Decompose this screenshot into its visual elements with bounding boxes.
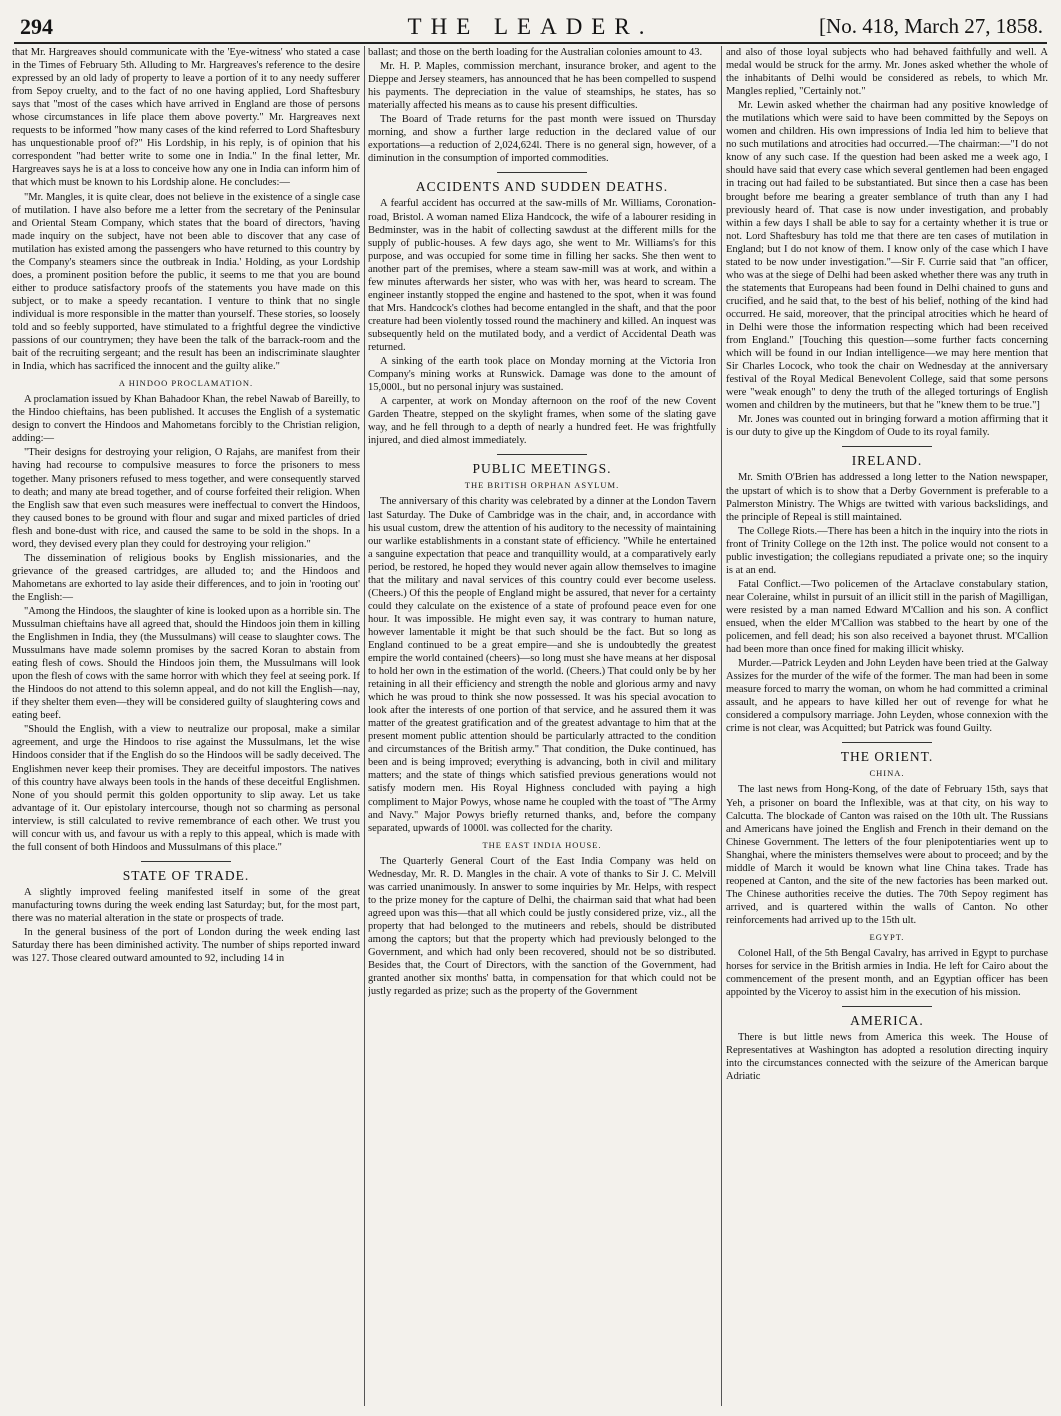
subheading-egypt: EGYPT.	[869, 932, 905, 942]
newspaper-title: THE LEADER.	[407, 14, 654, 39]
paragraph: Mr. Smith O'Brien has addressed a long letter to the Nation newspaper, the upstart of which is to show that a Derby Government is preferable to a Palmerston Ministry. The Whigs are twitted with various backslidings, and the principle of Repeal is still maintained.	[726, 472, 1048, 523]
paragraph: There is but little news from America this week. The House of Representatives at Washington has adopted a resolution directing inquiry into the circumstances connected with the seizure of the American barque Adriatic	[726, 1032, 1048, 1083]
subheading-british-orphan-asylum: THE BRITISH ORPHAN ASYLUM.	[464, 480, 620, 491]
section-rule	[842, 742, 932, 743]
heading-accidents: ACCIDENTS AND SUDDEN DEATHS.	[415, 179, 669, 195]
paragraph: Fatal Conflict.—Two policemen of the Artaclave constabulary station, near Coleraine, whilst in pursuit of an illicit still in the parish of Magilligan, were resisted by a man named Edward M'Callion and his son. A conflict ensued, when the elder M'Callion was stabbed to the heart by one of the policemen, and fell dead; his son also received a bayonet thrust. M'Callion had been more than once fined for making illicit whisky.	[726, 578, 1048, 656]
paragraph: The Board of Trade returns for the past month were issued on Thursday morning, and show a further large reduction in the declared value of our exportations—a reduction of 2,024,624l. There is no general sign, however, of a diminution in the consumption of imported commodities.	[368, 114, 716, 165]
heading-state-of-trade: STATE OF TRADE.	[122, 867, 250, 883]
section-rule	[497, 454, 587, 455]
quote-paragraph: "Among the Hindoos, the slaughter of kine is looked upon as a horrible sin. The Mussulman chieftains have all agreed that, should the Hindoos join them in killing the Englishmen in India, they (the Mussulmans) will cease to slaughter cows. The Mussulmans have made solemn promises by the sacred Koran to abstain from eating flesh of cows. Should the Hindoos join them, the Mussulmans will look upon the flesh of cows with the same horror with which they feel at seeing pork. If the Hindoos do not attend to this solemn appeal, and do not kill the English—nay, if they shelter them even—they will be considered guilty of slaughtering cows and eating beef.	[12, 605, 360, 722]
paragraph: The anniversary of this charity was celebrated by a dinner at the London Tavern last Saturday. The Duke of Cambridge was in the chair, and, in accordance with his usual custom, drew the attention of his auditory to the necessity of maintaining our warlike establishments in a constant state of efficiency. "While he entertained a sanguine expectation that peace and tranquillity would, at a comparatively early period, be restored, he hoped they would never again allow themselves to imagine that the military and naval services of this country could ever become useless. (Cheers.) Of this the people of England might be assured, that never for a certainty could they calculate on the existence of a state of profound peace even for one hour. It was impossible. He might even say, it was contrary to human nature, however lamentable it might be that such should be the fact. But so long as England continued to be a great empire—and she is undoubtedly the greatest empire the world contained (cheers)—so long must she have means at her disposal to hold her own in the estimation of the world. (Cheers.) That could only be by her retaining in all their efficiency and strength the noble and glorious army and navy which he was proud to think she now possessed. It was his special avocation to look after the interests of one portion of that service, and he assured them it was matter of the greatest gratification and of the greatest advantage to him that at the present moment public attention should be particularly attracted to the condition and circumstances of the British army." That condition, the Duke continued, has been and is being improved; everything is advancing, both in civil and military matters; and the state of things which satisfied previous generations would not satisfy modern men. His Royal Highness concluded with paying a high compliment to Major Powys, whose name he coupled with the toast of "The Army and Navy." Major Powys briefly returned thanks, and, before the company separated, upwards of 1000l. was collected for the charity.	[368, 496, 716, 834]
paragraph: A slightly improved feeling manifested itself in some of the great manufacturing towns during the week ending last Saturday; but, for the most part, there was no material alteration in the state or prospects of trade.	[12, 886, 360, 924]
column-3	[726, 46, 1048, 1406]
column-2	[368, 46, 716, 1406]
quote-paragraph: "Their designs for destroying your religion, O Rajahs, are manifest from their having had recourse to compulsive measures to force the prisoners to mess together. Many prisoners refused to mess together, and were consequently starved to death; and many ate bread together, and of course forfeited their religion. When the English saw that even such measures were ineffectual to convert the Hindoos, they caused bones to be ground with flour and sugar and mixed particles of dried flesh and bone-dust with rice, and caused the same to be sold in the shops. In a word, they devised every plan they could for destroying your religion."	[12, 447, 360, 550]
paragraph: ballast; and those on the berth loading for the Australian colonies amount to 43.	[368, 47, 703, 58]
paragraph: A sinking of the earth took place on Monday morning at the Victoria Iron Company's mining works at Runswick. Damage was done to the amount of 15,000l., but no personal injury was sustained.	[368, 356, 716, 394]
page-number: 294	[20, 14, 53, 39]
paragraph: The dissemination of religious books by English missionaries, and the grievance of the greased cartridges, are alluded to; and the Hindoos and Mahometans are exhorted to lay aside their differences, and to join in 'rooting out' the English:—	[12, 552, 360, 603]
paragraph: Murder.—Patrick Leyden and John Leyden have been tried at the Galway Assizes for the murder of the wife of the former. The man had been in some measure forced to marry the woman, on whom he had committed a criminal assault, and he appears to have killed her out of revenge for what he considered a compulsory marriage. John Leyden, whose connexion with the crime is not clear, was Acquitted; but Patrick was found Guilty.	[726, 658, 1048, 735]
paragraph: Mr. Lewin asked whether the chairman had any positive knowledge of the mutilations which were said to have been committed by the Sepoys on women and children. His own impressions of India led him to believe that no such mutilations and atrocities had occurred.—The chairman:—"I do not know of any such case. If the question had been asked me a week ago, I should have said that every case which several gentlemen had been engaged in tracing out had failed to be substantiated. But since then a case has been brought before me bearing a greater semblance of truth than any I had previously heard of. That case is now under investigation, and probably within a few days I shall be able to say for a certainty whether it is true or not. Lord Shaftesbury has told me that there are ten cases of mutilation in England; but I do not know of them. I know only of the case which I have stated to be now under investigation."—Sir F. Currie said that "an officer, who was at the siege of Delhi had been asked whether there was any truth in the statements that Europeans had been found in Delhi chained to guns and crucified, and he said that, to the best of his belief, nothing of the kind had occurred. He said, moreover, that the principal atrocities which he heard of in Delhi were those the information respecting which had been received from England." [Touching this question—some further facts concerning which will be found in our Indian intelligence—we may here mention that Sir Charles Locock, who took the chair on Wednesday at the anniversary festival of the Royal Medical Benevolent College, said that some persons were "weak enough" to deny the truth of the alleged torturings of English women and children by the mutineers, but that he "knew them to be true."]	[726, 100, 1048, 412]
heading-america: AMERICA.	[850, 1013, 924, 1029]
column-1	[12, 46, 360, 1406]
subheading-china: CHINA.	[869, 768, 905, 779]
paragraph: that Mr. Hargreaves should communicate with the 'Eye-witness' who stated a case in the Times of February 5th. Alluding to Mr. Hargreaves's reference to the desire expressed by an old lady of property to leave a portion of it to any needy sufferer from Sepoy cruelty, and to the fact of no one having applied, Lord Shaftesbury says that "most of the cases which have arrived in England are those of persons whose circumstances in life place them above poverty." Mr. Hargreaves next requests to be informed "how many cases of the kind referred to Lord Shaftesbury has unquestionable proof of?" His Lordship, in his reply, is of opinion that his correspondent "had better write to some one in India." In the final letter, Mr. Hargreaves says he is at a loss to conceive how any one in India can inform him of that which must be known to his Lordship alone. He concludes:—	[12, 47, 360, 189]
paragraph: The last news from Hong-Kong, of the date of February 15th, says that Yeh, a prisoner on board the Inflexible, was at that city, on his way to Calcutta. The blockade of Canton was raised on the 10th ult. The Russians and Americans have joined the English and French in their demand on the Chinese Government. The letters of the four plenipotentiaries went up to Shanghai, where the ministers themselves were about to proceed; and by the middle of March it would be known what line China takes. Trade has reopened at Canton, and the site of the new factories has been marked out. The Chinese authorities receive the duties. The 70th Sepoy regiment has arrived, and is quartered within the walls of Canton. No other reinforcements had arrived up to the 15th ult.	[726, 784, 1048, 926]
paragraph: In the general business of the port of London during the week ending last Saturday there has been diminished activity. The number of ships reported inward was 127. Those cleared outward amounted to 92, including 14 in	[12, 927, 360, 965]
issue-info: [No. 418, March 27, 1858.	[819, 14, 1043, 38]
column-divider-1	[364, 46, 365, 1406]
quote-paragraph: "Mr. Mangles, it is quite clear, does not believe in the existence of a single case of mutilation. I have also before me a letter from the secretary of the Peninsular and Oriental Steam Company, which states that the board of directors, 'having made inquiry on the subject, have not been able to discover that any case of mutilation has existed among the passengers who have returned to this country by the Company's steamers since the outbreak in India.' Holding, as your Lordship does, a prominent position before the public, it seems to me that you are bound either to produce satisfactory proofs of the statements you have made on this subject, or to make a speedy recantation. I venture to think that no single individual is more responsible in the matter than yourself. These stories, so loosely told and so feebly supported, have stimulated to a frightful degree the vindictive passions of our countrymen; they have been the talk of the barrack-room and the bait of the recruiting sergeant; and the result has been an indiscriminate slaughter in India, which has sacrificed the innocent and the guilty alike."	[12, 191, 360, 373]
subheading-east-india-house: THE EAST INDIA HOUSE.	[482, 839, 602, 850]
paragraph: The Quarterly General Court of the East India Company was held on Wednesday, Mr. R. D. Mangles in the chair. A vote of thanks to Sir J. C. Melvill was carried unanimously. In answer to some inquiries by Mr. Helps, with respect to the prize money for the capture of Delhi, the chairman said that what had been agreed upon was this—that all which could be justly considered prize, viz., all the property that had belonged to the mutineers and rebels, should be distributed among the captors; but that the property which had previously belonged to the Government, and which had only been recovered, should not be so distributed. Besides that, the Court of Directors, with the sanction of the Government, had granted another six months' batta, in compensation for that which could not be justly regarded as prize; such as the property of the Government	[368, 855, 716, 998]
heading-ireland: IRELAND.	[851, 453, 923, 469]
masthead	[14, 12, 1047, 44]
paragraph: A fearful accident has occurred at the saw-mills of Mr. Williams, Coronation-road, Bristol. A woman named Eliza Handcock, the wife of a labourer residing in Bedminster, was in the habit of collecting sawdust at the different mills for the supply of public-houses. A few days ago, she went to Mr. Williams's for this purpose, and was occupied for some time in filling her sacks. She then went to another part of the premises, where a steam saw-mill was at work, and within a few minutes afterwards her sister, who was with her, was heard to scream. The engineer instantly stopped the engine and hastened to the spot, when it was found that Mrs. Handcock's clothes had become entangled in the shaft, and that the poor creature had been violently tossed round the machinery and killed. An inquest was subsequently held on the mutilated body, and a verdict of Accidental Death was returned.	[368, 198, 716, 353]
paragraph: Mr. Jones was counted out in bringing forward a motion affirming that it is our duty to give up the Kingdom of Oude to its royal family.	[726, 414, 1048, 439]
section-rule	[842, 446, 932, 447]
column-divider-2	[721, 46, 722, 1406]
paragraph: Colonel Hall, of the 5th Bengal Cavalry, has arrived in Egypt to purchase horses for service in the British armies in India. He left for Cairo about the commencement of the present month, and an Egyptian officer has been appointed by the Viceroy to assist him in the execution of his mission.	[726, 948, 1048, 999]
paragraph: A proclamation issued by Khan Bahadoor Khan, the rebel Nawab of Bareilly, to the Hindoo chieftains, has been published. It accuses the English of a systematic design to convert the Hindoos and Mahometans forcibly to the Christian religion, adding:—	[12, 394, 360, 445]
heading-the-orient: THE ORIENT.	[840, 749, 934, 765]
section-rule	[141, 861, 231, 862]
paragraph: and also of those loyal subjects who had behaved faithfully and well. A medal would be struck for the army. Mr. Jones asked whether the whole of the inhabitants of Delhi would be considered as rebels, to which Mr. Mangles replied, "Certainly not."	[726, 47, 1048, 98]
paragraph: A carpenter, at work on Monday afternoon on the roof of the new Covent Garden Theatre, stepped on the skylight frames, when some of the slating gave way, and he fell through to a depth of nearly a hundred feet. He was frightfully injured, and died almost immediately.	[368, 396, 716, 447]
heading-public-meetings: PUBLIC MEETINGS.	[472, 461, 612, 477]
paragraph: The College Riots.—There has been a hitch in the inquiry into the riots in front of Trinity College on the 12th inst. The police would not consent to a public investigation; the collegians repudiated a private one; so the inquiry is at an end.	[726, 525, 1048, 576]
quote-paragraph: "Should the English, with a view to neutralize our proposal, make a similar agreement, and urge the Hindoos to rise against the Mussulmans, let the wise Hindoos consider that if the English do so the Hindoos will be sadly deceived. The Englishmen never keep their promises. They are deceitful impostors. The natives of this country have always been tools in the hands of these deceitful Englishmen. None of you should permit this golden opportunity to slip away. Let us take advantage of it. Our epistolary intercourse, though not so charming as personal interview, is still calculated to revive remembrance of each other. We trust you will concur with us, and favour us with a reply to this appeal, which is made with the full consent of both Hindoos and Mussulmans of this place."	[12, 724, 360, 853]
section-rule	[842, 1006, 932, 1007]
section-rule	[497, 172, 587, 173]
subheading-hindoo-proclamation: A HINDOO PROCLAMATION.	[118, 378, 254, 389]
paragraph: Mr. H. P. Maples, commission merchant, insurance broker, and agent to the Dieppe and Jersey steamers, has announced that he has been compelled to suspend his payments. The depreciation in the value of steamships, he states, has so materially affected his means as to cause his present difficulties.	[368, 61, 716, 112]
